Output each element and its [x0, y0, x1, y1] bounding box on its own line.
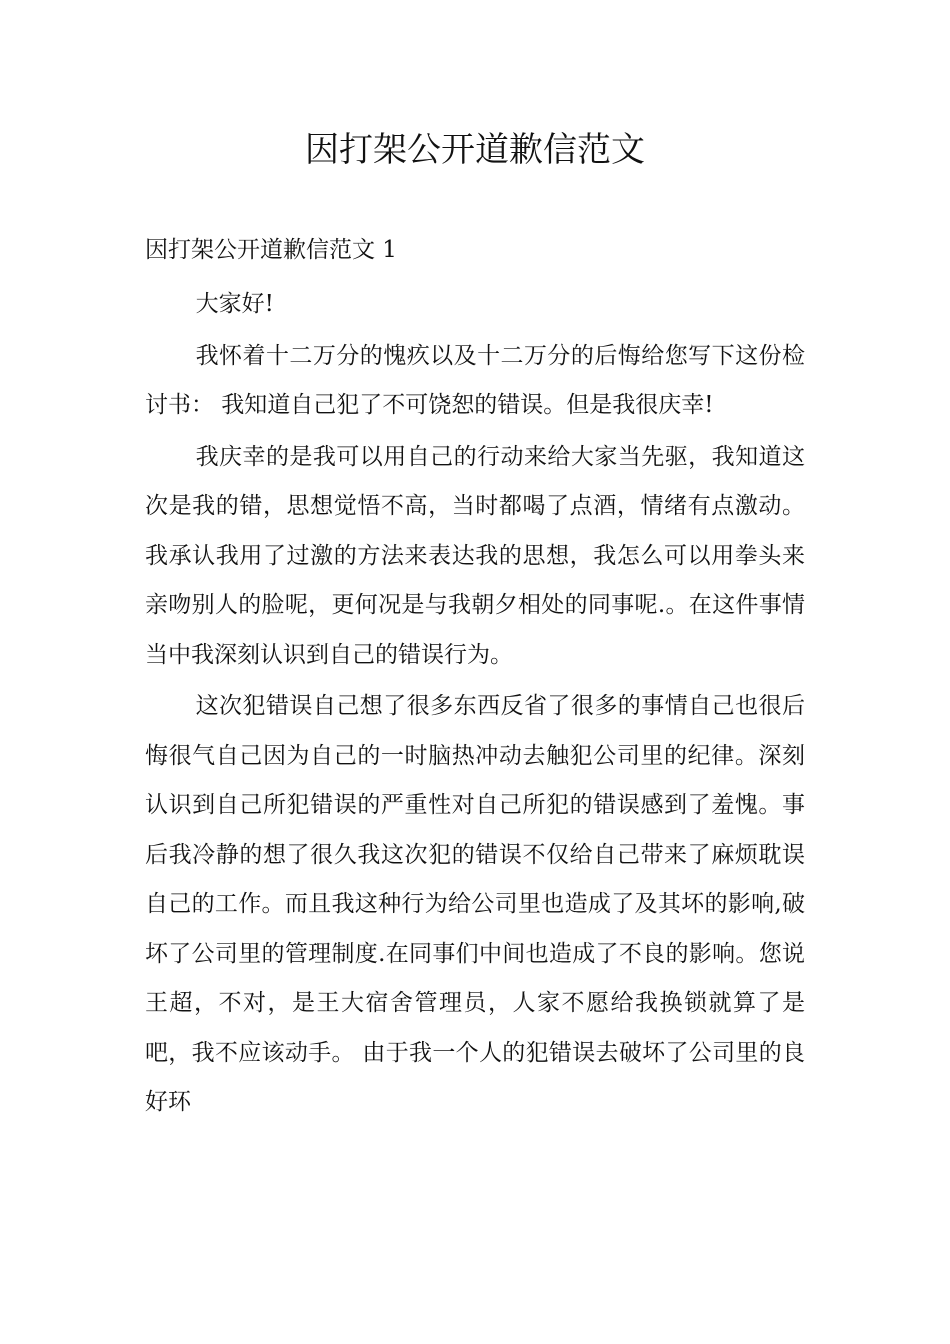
document-body: [145, 280, 805, 1130]
section-heading: 因打架公开道歉信范文 1: [145, 237, 397, 263]
paragraph-reflection: 这次犯错误自己想了很多东西反省了很多的事情自己也很后悔很气自己因为自己的一时脑热冲动去触犯公司里的纪律。深刻认识到自己所犯错误的严重性对自己所犯的错误感到了羞愧。事后我冷静的想了很久我这次犯的错误不仅给自己带来了麻烦耽误自己的工作。而且我这种行为给公司里也造成了及其坏的影响,破坏了公司里的管理制度.在同事们中间也造成了不良的影响。您说王超，不对，是王大宿舍管理员，人家不愿给我换锁就算了是吧，我不应该动手。 由于我一个人的犯错误去破坏了公司里的良好环: [145, 693, 805, 1115]
paragraph-incident: 我庆幸的是我可以用自己的行动来给大家当先驱，我知道这次是我的错，思想觉悟不高，当时都喝了点酒，情绪有点激动。我承认我用了过激的方法来表达我的思想，我怎么可以用拳头来亲吻别人的脸呢，更何况是与我朝夕相处的同事呢.。在这件事情当中我深刻认识到自己的错误行为。: [145, 443, 805, 668]
paragraph-greeting: 大家好!: [195, 291, 274, 317]
document-title: 因打架公开道歉信范文: [305, 130, 645, 170]
paragraph-regret: 我怀着十二万分的愧疚以及十二万分的后悔给您写下这份检讨书： 我知道自己犯了不可饶恕的错误。但是我很庆幸!: [145, 342, 805, 418]
